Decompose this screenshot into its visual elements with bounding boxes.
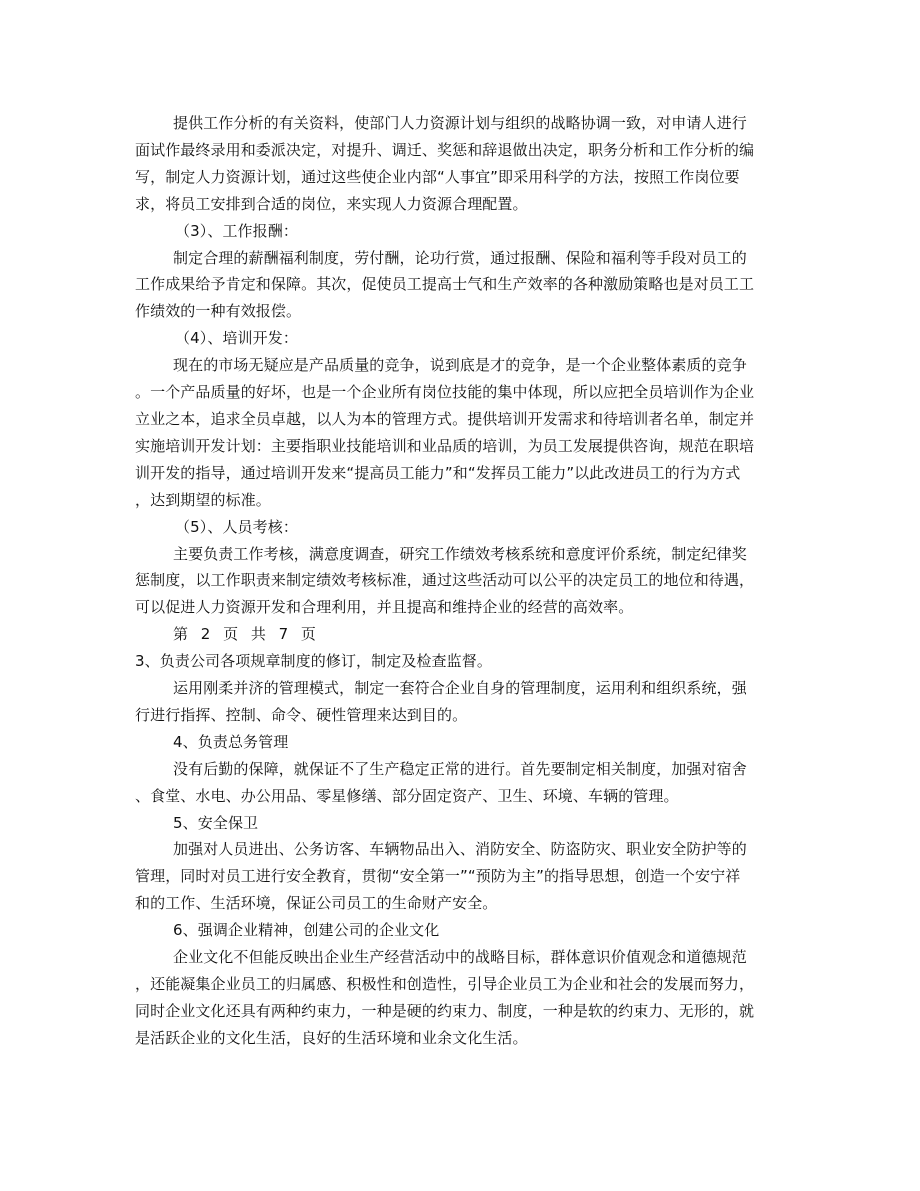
text-line: 企业文化不但能反映出企业生产经营活动中的战略目标，群体意识价值观念和道德规范 <box>173 948 747 967</box>
text-line: 作绩效的一种有效报偿。 <box>135 302 302 321</box>
text-line: 可以促进人力资源开发和合理利用，并且提高和维持企业的经营的高效率。 <box>135 598 634 617</box>
paragraph-corporate-culture <box>135 944 795 1052</box>
paragraph-compensation <box>135 245 795 326</box>
text-line: ，还能凝集企业员工的归属感、积极性和创造性，引导企业员工为企业和社会的发展而努力， <box>135 975 755 993</box>
text-line: 主要负责工作考核，满意度调查，研究工作绩效考核系统和意度评价系统，制定纪律奖 <box>173 544 747 563</box>
text-line: 、食堂、水电、办公用品、零星修缮、部分固定资产、卫生、环境、车辆的管理。 <box>135 786 679 805</box>
section-heading-training: （4）、培训开发： <box>175 329 298 348</box>
item-heading-regulations: 3、负责公司各项规章制度的修订，制定及检查监督。 <box>135 652 492 671</box>
page-number: 第 2 页 共 7 页 <box>173 625 320 644</box>
paragraph-regulations <box>135 675 795 729</box>
text-line: 训开发的指导，通过培训开发来“提高员工能力”和“发挥员工能力”以此改进员工的行为方式 <box>135 463 741 482</box>
text-line: 面试作最终录用和委派决定，对提升、调迁、奖惩和辞退做出决定，职务分析和工作分析的编 <box>135 140 755 159</box>
text-line: 立业之本，追求全员卓越，以人为本的管理方式。提供培训开发需求和待培训者名单，制定并 <box>135 409 755 428</box>
section-heading-assessment: （5）、人员考核： <box>175 517 298 536</box>
text-line: 工作成果给予肯定和保障。其次，促使员工提高士气和生产效率的各种激励策略也是对员工工 <box>135 275 755 294</box>
item-heading-corporate-culture: 6、强调企业精神，创建公司的企业文化 <box>173 921 440 940</box>
text-line: 加强对人员进出、公务访客、车辆物品出入、消防安全、防盗防灾、职业安全防护等的 <box>173 840 747 859</box>
item-heading-security: 5、安全保卫 <box>173 813 259 832</box>
paragraph-training <box>135 352 795 513</box>
text-line: 运用刚柔并济的管理模式，制定一套符合企业自身的管理制度，运用利和组织系统，强 <box>173 679 747 698</box>
text-line: 。一个产品质量的好坏，也是一个企业所有岗位技能的集中体现，所以应把全员培训作为企业 <box>135 383 755 402</box>
text-line: 实施培训开发计划：主要指职业技能培训和业品质的培训，为员工发展提供咨询，规范在职培 <box>135 436 755 455</box>
text-line: 现在的市场无疑应是产品质量的竞争，说到底是才的竞争，是一个企业整体素质的竞争 <box>173 356 747 375</box>
text-line: ，达到期望的标准。 <box>135 490 271 509</box>
text-line: 管理，同时对员工进行安全教育，贯彻“安全第一”“预防为主”的指导思想，创造一个安宁祥 <box>135 867 741 886</box>
text-line: 同时企业文化还具有两种约束力，一种是硬的约束力、制度，一种是软的约束力、无形的，就 <box>135 1001 755 1020</box>
section-heading-compensation: （3）、工作报酬： <box>175 221 298 240</box>
text-line: 制定合理的薪酬福利制度，劳付酬，论功行赏，通过报酬、保险和福利等手段对员工的 <box>173 248 747 267</box>
text-line: 惩制度，以工作职责来制定绩效考核标准，通过这些活动可以公平的决定员工的地位和待遇， <box>135 571 755 590</box>
document-body <box>135 110 795 1052</box>
paragraph-assessment <box>135 541 795 622</box>
text-line: 写，制定人力资源计划，通过这些使企业内部“人事宜”即采用科学的方法，按照工作岗位要 <box>135 167 740 186</box>
text-line: 求，将员工安排到合适的岗位，来实现人力资源合理配置。 <box>135 194 528 213</box>
item-heading-general-affairs: 4、负责总务管理 <box>173 732 289 751</box>
paragraph-security <box>135 836 795 917</box>
text-line: 和的工作、生活环境，保证公司员工的生命财产安全。 <box>135 894 498 913</box>
text-line: 是活跃企业的文化生活，良好的生活环境和业余文化生活。 <box>135 1028 528 1047</box>
text-line: 没有后勤的保障，就保证不了生产稳定正常的进行。首先要制定相关制度，加强对宿舍 <box>173 759 747 778</box>
text-line: 行进行指挥、控制、命令、硬性管理来达到目的。 <box>135 705 468 724</box>
paragraph-job-analysis <box>135 110 795 218</box>
paragraph-general-affairs <box>135 756 795 810</box>
text-line: 提供工作分析的有关资料，使部门人力资源计划与组织的战略协调一致，对申请人进行 <box>173 114 747 132</box>
